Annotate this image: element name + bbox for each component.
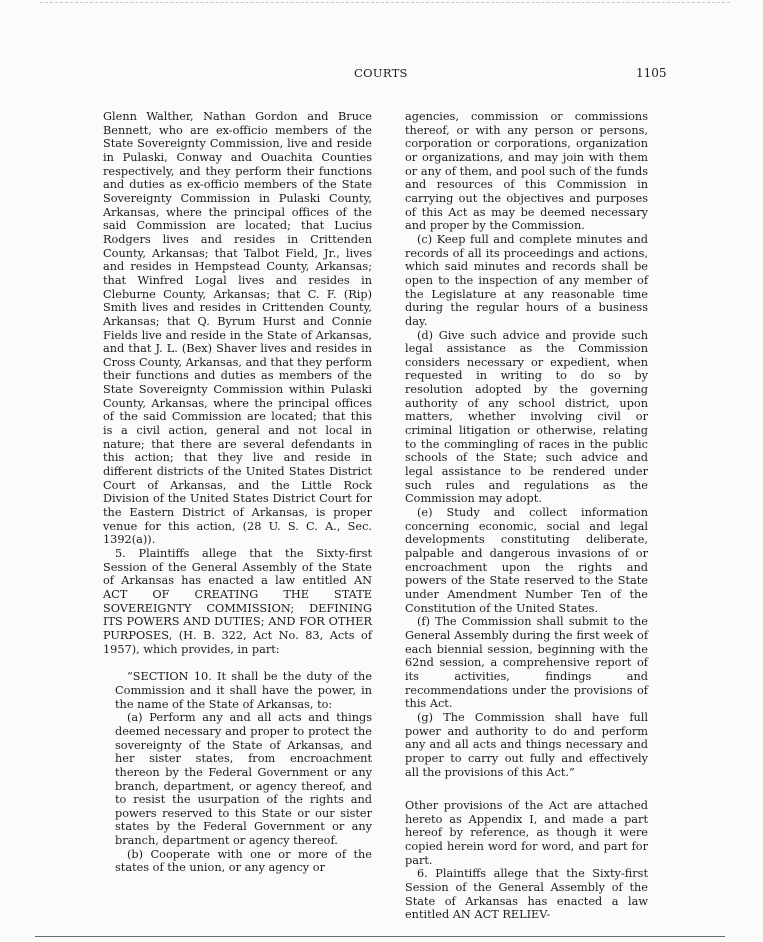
- page-header: [0, 66, 763, 86]
- quote-item-e: (e) Study and collect information concerning economic, social and legal developments constituting deliberate, palpable and dangerous invasions of or encroachment upon the rights and powers of the State reserved to the State under Amendment Number Ten of the Constitution of the United States.: [405, 506, 648, 615]
- quote-item-c: (c) Keep full and complete minutes and records of all its proceedings and actions, which said minutes and records shall be open to the inspection of any member of the Legislature at any reasonable time during the regular hours of a business day.: [405, 232, 648, 328]
- quote-item-b: (b) Cooperate with one or more of the states of the union, or any agency or: [115, 847, 372, 875]
- quote-item-g: (g) The Commission shall have full power and authority to do and perform any and all acts and things necessary and proper to carry out fully and effectively all the provisions of this Act.”: [405, 710, 648, 779]
- running-title: COURTS: [354, 66, 408, 80]
- scan-top-edge: [40, 2, 730, 3]
- left-column: [103, 110, 372, 875]
- quote-item-b-continued: agencies, commission or commissions thereof, or with any person or persons, corporation or corporations, organization or organizations, and may join with them or any of them, and pool such of the funds and resources of this Commission in carrying out the objectives and purposes of this Act as may be deemed necessary and proper by the Commission.: [405, 110, 648, 233]
- paragraph-5: 5. Plaintiffs allege that the Sixty-first Session of the General Assembly of the State of Arkansas has enacted a law entitled AN ACT OF CREATING THE STATE SOVEREIGNTY COMMISSION; DEFINING ITS POWERS AND DUTIES; AND FOR OTHER PURPOSES, (H. B. 322, Act No. 83, Acts of 1957), which provides, in part:: [103, 547, 372, 656]
- page-number: 1105: [636, 66, 667, 80]
- paragraph-appendix: Other provisions of the Act are attached hereto as Appendix I, and made a part hereof by reference, as though it were copied herein word for word, and part for part.: [405, 799, 648, 867]
- quote-item-a: (a) Perform any and all acts and things deemed necessary and proper to protect the sovereignty of the State of Arkansas, and her sister states, from encroachment thereon by the Federal Government or any branch, department, or agency thereof, and to resist the usurpation of the rights and powers reserved to this State or our sister states by the Federal Government or any branch, department or agency thereof.: [115, 711, 372, 848]
- quote-item-f: (f) The Commission shall submit to the General Assembly during the first week of each biennial session, beginning with the 62nd session, a comprehensive report of its activities, findings and recommendations under the provisions of this Act.: [405, 615, 648, 711]
- quote-item-d: (d) Give such advice and provide such legal assistance as the Commission considers necessary or expedient, when requested in writing to do so by resolution adopted by the governing authority of any school district, upon matters, whether involving civil or criminal litigation or otherwise, relating to the commingling of races in the public schools of the State; such advice and legal assistance to be rendered under such rules and regulations as the Commission may adopt.: [405, 328, 648, 506]
- bottom-rule: [35, 936, 725, 937]
- quote-section-10: “SECTION 10. It shall be the duty of the Commission and it shall have the power, in the name of the State of Arkansas, to:: [115, 670, 372, 711]
- paragraph-venue: Glenn Walther, Nathan Gordon and Bruce Bennett, who are ex-officio members of the State Sovereignty Commission, live and reside in Pulaski, Conway and Ouachita Counties respectively, and they perform their functions and duties as ex-officio members of the State Sovereignty Commission in Pulaski County, Arkansas, where the principal offices of the said Commission are located; that Lucius Rodgers lives and resides in Crittenden County, Arkansas; that Talbot Field, Jr., lives and resides in Hempstead County, Arkansas; that Winfred Logal lives and resides in Cleburne County, Arkansas; that C. F. (Rip) Smith lives and resides in Crittenden County, Arkansas; that Q. Byrum Hurst and Connie Fields live and reside in the State of Arkansas, and that J. L. (Bex) Shaver lives and resides in Cross County, Arkansas, and that they perform their functions and duties as members of the State Sovereignty Commission within Pulaski County, Arkansas, where the principal offices of the said Commission are located; that this is a civil action, general and not local in nature; that there are several defendants in this action; that they live and reside in different districts of the United States District Court of Arkansas, and the Little Rock Division of the United States District Court for the Eastern District of Arkansas, is proper venue for this action, (28 U. S. C. A., Sec. 1392(a)).: [103, 110, 372, 547]
- right-column: [405, 110, 648, 922]
- paragraph-6: 6. Plaintiffs allege that the Sixty-first Session of the General Assembly of the State of Arkansas has enacted a law entitled AN ACT RELIEV-: [405, 867, 648, 922]
